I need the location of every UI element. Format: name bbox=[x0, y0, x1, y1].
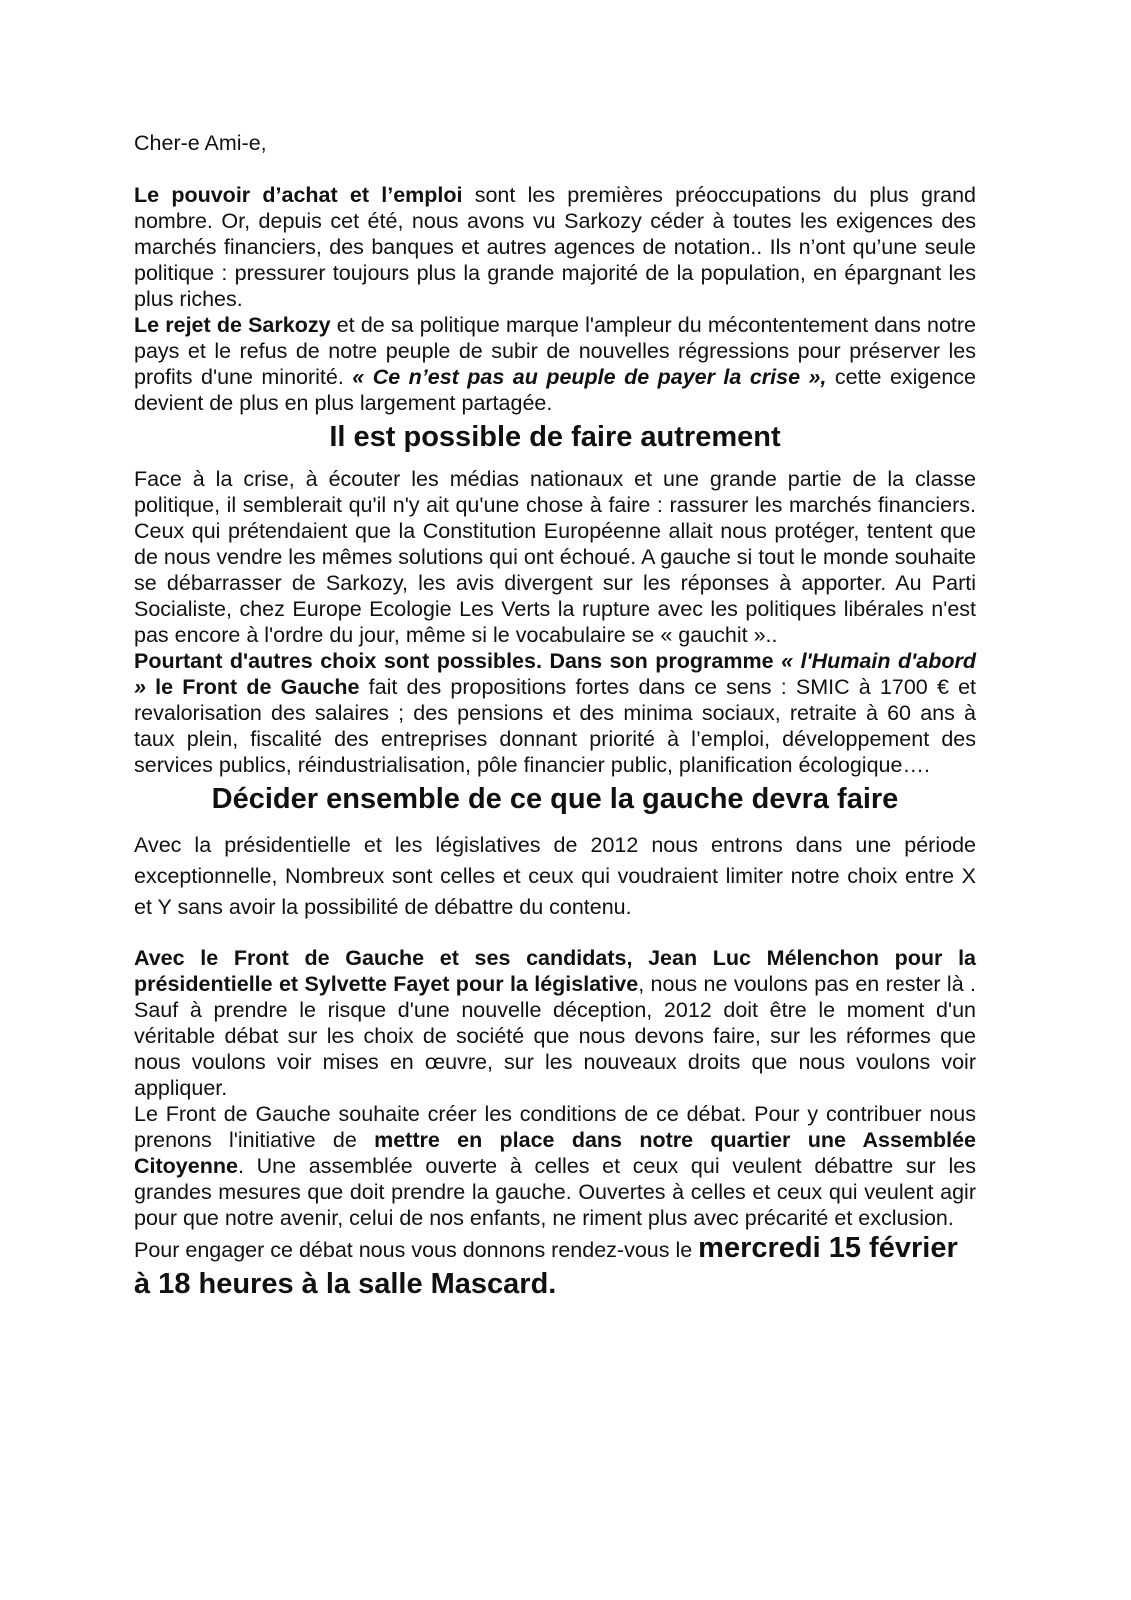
meeting-date-location: mercredi 15 février à 18 heures à la salle Mascard. bbox=[134, 1232, 958, 1300]
paragraph-text: , nous ne voulons pas en rester là . Sauf à prendre le risque d'une nouvelle déception, 2012 doit être le moment d'un véritable débat sur les choix de société que nous devons faire, sur les réformes que nous voulons voir mises en œuvre, sur les nouveaux droits que nous voulons voir appliquer. bbox=[134, 972, 976, 1100]
section-heading-possible: Il est possible de faire autrement bbox=[329, 421, 781, 453]
paragraph-text: sont les premières préoccupations du plus grand nombre. Or, depuis cet été, nous avons vu Sarkozy céder à toutes les exigences des marchés financiers, des banques et autres agences de notation.. Ils n’ont qu’une seule politique : pressurer toujours plus la grande majorité de la population, en épargnant les plus riches. bbox=[134, 183, 976, 311]
paragraph-citizen-assembly bbox=[134, 1101, 976, 1231]
paragraph-lead-bold: Le pouvoir d’achat et l’emploi bbox=[134, 183, 463, 207]
paragraph-text: . Une assemblée ouverte à celles et ceux qui veulent débattre sur les grandes mesures que doit prendre la gauche. Ouvertes à celles et ceux qui veulent agir pour que notre avenir, celui de nos enfants, ne riment plus avec précarité et exclusion. bbox=[134, 1154, 976, 1230]
paragraph-bold: mettre en place dans notre quartier une Assemblée Citoyenne bbox=[134, 1128, 977, 1178]
paragraph-text: Le Front de Gauche souhaite créer les conditions de ce débat. Pour y contribuer nous prenons l'initiative de bbox=[134, 1102, 976, 1152]
paragraph-lead-bold: Pourtant d'autres choix sont possibles. Dans son programme bbox=[134, 649, 782, 673]
paragraph-purchasing-power bbox=[134, 182, 976, 312]
salutation: Cher-e Ami-e, bbox=[134, 131, 267, 155]
section-heading-decide-together: Décider ensemble de ce que la gauche devra faire bbox=[211, 783, 899, 815]
paragraph-bold: le Front de Gauche bbox=[145, 675, 360, 699]
paragraph-meeting-invitation bbox=[134, 1231, 976, 1303]
paragraph-lead-bold: Avec le Front de Gauche et ses candidats, Jean Luc Mélenchon pour la présidentielle et Sylvette Fayet pour la législative bbox=[134, 946, 976, 996]
paragraph-front-de-gauche-program bbox=[134, 648, 976, 778]
paragraph-crisis: Face à la crise, à écouter les médias nationaux et une grande partie de la classe politique, il semblerait qu'il n'y ait qu'une chose à faire : rassurer les marchés financiers. Ceux qui prétendaient que la Constitution Européenne allait nous protéger, tentent que de nous vendre les mêmes solutions qui ont échoué. A gauche si tout le monde souhaite se débarrasser de Sarkozy, les avis divergent sur les réponses à apporter. Au Parti Socialiste, chez Europe Ecologie Les Verts la rupture avec les politiques libérales n'est pas encore à l'ordre du jour, même si le vocabulaire se « gauchit ».. bbox=[134, 467, 976, 647]
quote-program-name: « l'Humain d'abord » bbox=[134, 649, 976, 699]
paragraph-text: fait des propositions fortes dans ce sens : SMIC à 1700 € et revalorisation des salaires ; des pensions et des minima sociaux, retraite à 60 ans à taux plein, fiscalité des entreprises donnant priorité à l’emploi, développement des services publics, réindustrialisation, pôle financier public, planification écologique…. bbox=[134, 675, 977, 777]
paragraph-text: Pour engager ce débat nous vous donnons rendez-vous le bbox=[134, 1238, 699, 1262]
paragraph-text: et de sa politique marque l'ampleur du mécontentement dans notre pays et le refus de notre peuple de subir de nouvelles régressions pour préserver les profits d'une minorité. bbox=[134, 313, 976, 389]
paragraph-elections-2012: Avec la présidentielle et les législatives de 2012 nous entrons dans une période exceptionnelle, Nombreux sont celles et ceux qui voudraient limiter notre choix entre X et Y sans avoir la possibilité de débattre du contenu. bbox=[134, 833, 976, 919]
quote-slogan: « Ce n’est pas au peuple de payer la crise », bbox=[352, 365, 827, 389]
paragraph-lead-bold: Le rejet de Sarkozy bbox=[134, 313, 331, 337]
paragraph-candidates bbox=[134, 945, 976, 1101]
letter-body bbox=[134, 130, 976, 1303]
paragraph-sarkozy-rejection bbox=[134, 312, 976, 416]
paragraph-text: cette exigence devient de plus en plus largement partagée. bbox=[134, 365, 977, 415]
